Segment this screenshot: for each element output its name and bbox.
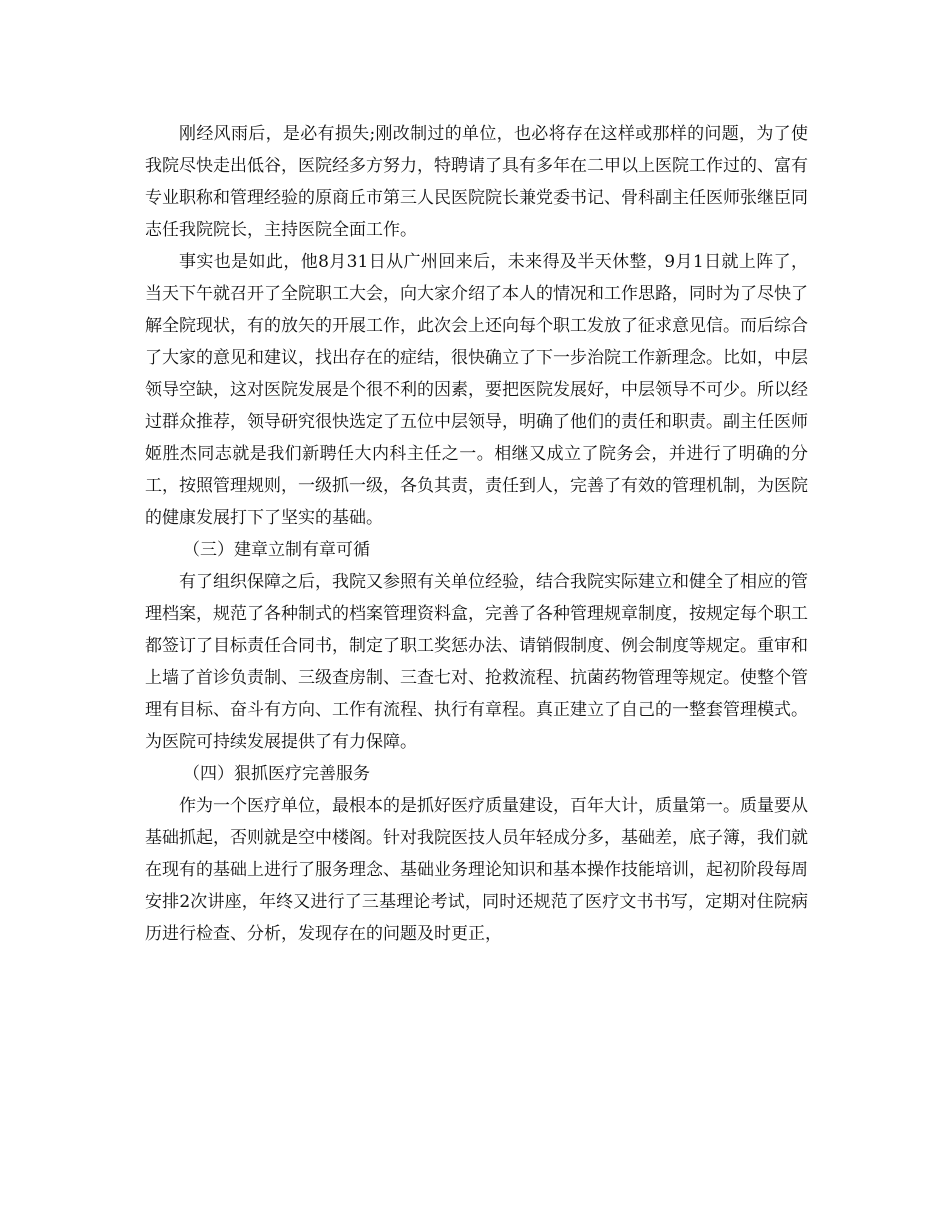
section-heading-4: （四）狠抓医疗完善服务 <box>183 764 370 784</box>
paragraph-3: 有了组织保障之后，我院又参照有关单位经验，结合我院实际建立和健全了相应的管理档案，规范了各种制式的档案管理资料盒，完善了各种管理规章制度，按规定每个职工都签订了目标责任合同书，制定了职工奖惩办法、请销假制度、例会制度等规定。重审和上墙了首诊负责制、三级查房制、三查七对、抢救流程、抗菌药物管理等规定。使整个管理有目标、奋斗有方向、工作有流程、执行有章程。真正建立了自己的一整套管理模式。为医院可持续发展提供了有力保障。 <box>145 572 808 752</box>
paragraph-1: 刚经风雨后，是必有损失;刚改制过的单位，也必将存在这样或那样的问题，为了使我院尽快走出低谷，医院经多方努力，特聘请了具有多年在二甲以上医院工作过的、富有专业职称和管理经验的原商丘市第三人民医院院长兼党委书记、骨科副主任医师张继臣同志任我院院长，主持医院全面工作。 <box>145 124 808 240</box>
paragraph-2: 事实也是如此，他8月31日从广州回来后，未来得及半天休整，9月1日就上阵了，当天下午就召开了全院职工大会，向大家介绍了本人的情况和工作思路，同时为了尽快了解全院现状，有的放矢的开展工作，此次会上还向每个职工发放了征求意见信。而后综合了大家的意见和建议，找出存在的症结，很快确立了下一步治院工作新理念。比如，中层领导空缺，这对医院发展是个很不利的因素，要把医院发展好，中层领导不可少。所以经过群众推荐，领导研究很快选定了五位中层领导，明确了他们的责任和职责。副主任医师姬胜杰同志就是我们新聘任大内科主任之一。相继又成立了院务会，并进行了明确的分工，按照管理规则，一级抓一级，各负其责，责任到人，完善了有效的管理机制，为医院的健康发展打下了坚实的基础。 <box>145 252 808 528</box>
paragraph-4: 作为一个医疗单位，最根本的是抓好医疗质量建设，百年大计，质量第一。质量要从基础抓起，否则就是空中楼阁。针对我院医技人员年轻成分多，基础差，底子簿，我们就在现有的基础上进行了服务理念、基础业务理论知识和基本操作技能培训，起初阶段每周安排2次讲座，年终又进行了三基理论考试，同时还规范了医疗文书书写，定期对住院病历进行检查、分析，发现存在的问题及时更正， <box>145 796 808 944</box>
document-page <box>145 118 808 950</box>
section-heading-3: （三）建章立制有章可循 <box>183 540 370 560</box>
